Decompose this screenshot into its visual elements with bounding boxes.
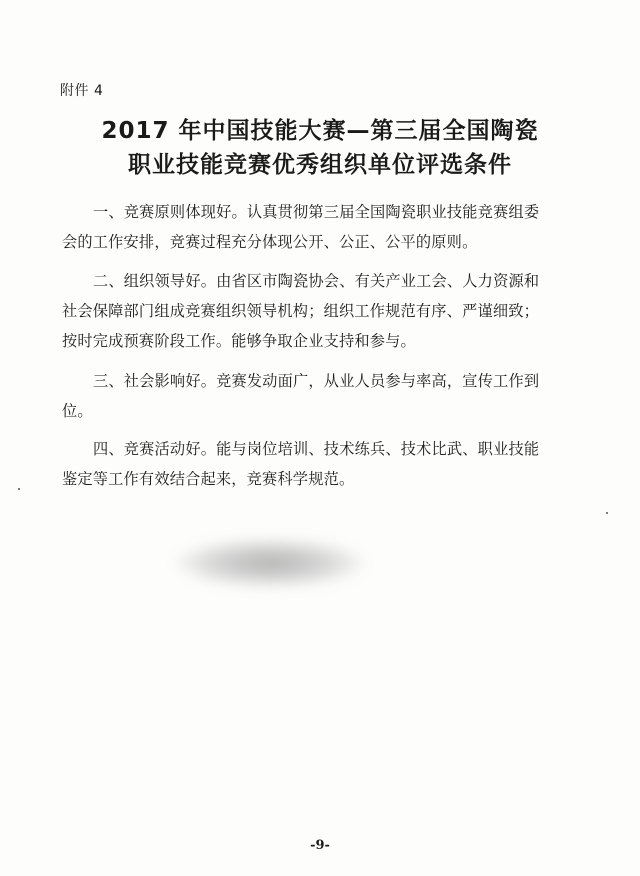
- document-title-line-1: 2017 年中国技能大赛—第三届全国陶瓷: [101, 118, 539, 144]
- document-title-line-2: 职业技能竞赛优秀组织单位评选条件: [128, 152, 512, 178]
- scan-speck: [18, 488, 20, 490]
- paragraph-line: 三、社会影响好。竞赛发动面广，从业人员参与率高，宣传工作到: [93, 372, 540, 390]
- paragraph-line: 二、组织领导好。由省区市陶瓷协会、有关产业工会、人力资源和: [93, 272, 540, 290]
- scan-smudge: [175, 538, 365, 588]
- criterion-paragraph-2: [62, 266, 582, 356]
- paragraph-line: 会的工作安排，竞赛过程充分体现公开、公正、公平的原则。: [62, 233, 478, 251]
- paragraph-line: 一、竞赛原则体现好。认真贯彻第三届全国陶瓷职业技能竞赛组委: [93, 203, 540, 221]
- scan-speck: [606, 512, 608, 514]
- attachment-label: 附件 4: [60, 83, 104, 99]
- criterion-paragraph-1: [62, 197, 582, 257]
- paragraph-line: 位。: [62, 402, 93, 420]
- criterion-paragraph-3: [62, 366, 582, 426]
- paragraph-line: 社会保障部门组成竞赛组织领导机构；组织工作规范有序、严谨细致；: [62, 302, 540, 320]
- criterion-paragraph-4: [62, 434, 582, 494]
- paragraph-line: 四、竞赛活动好。能与岗位培训、技术练兵、技术比武、职业技能: [93, 440, 540, 458]
- paragraph-line: 按时完成预赛阶段工作。能够争取企业支持和参与。: [62, 332, 416, 350]
- page-number: -9-: [310, 838, 330, 853]
- paragraph-line: 鉴定等工作有效结合起来，竞赛科学规范。: [62, 470, 355, 488]
